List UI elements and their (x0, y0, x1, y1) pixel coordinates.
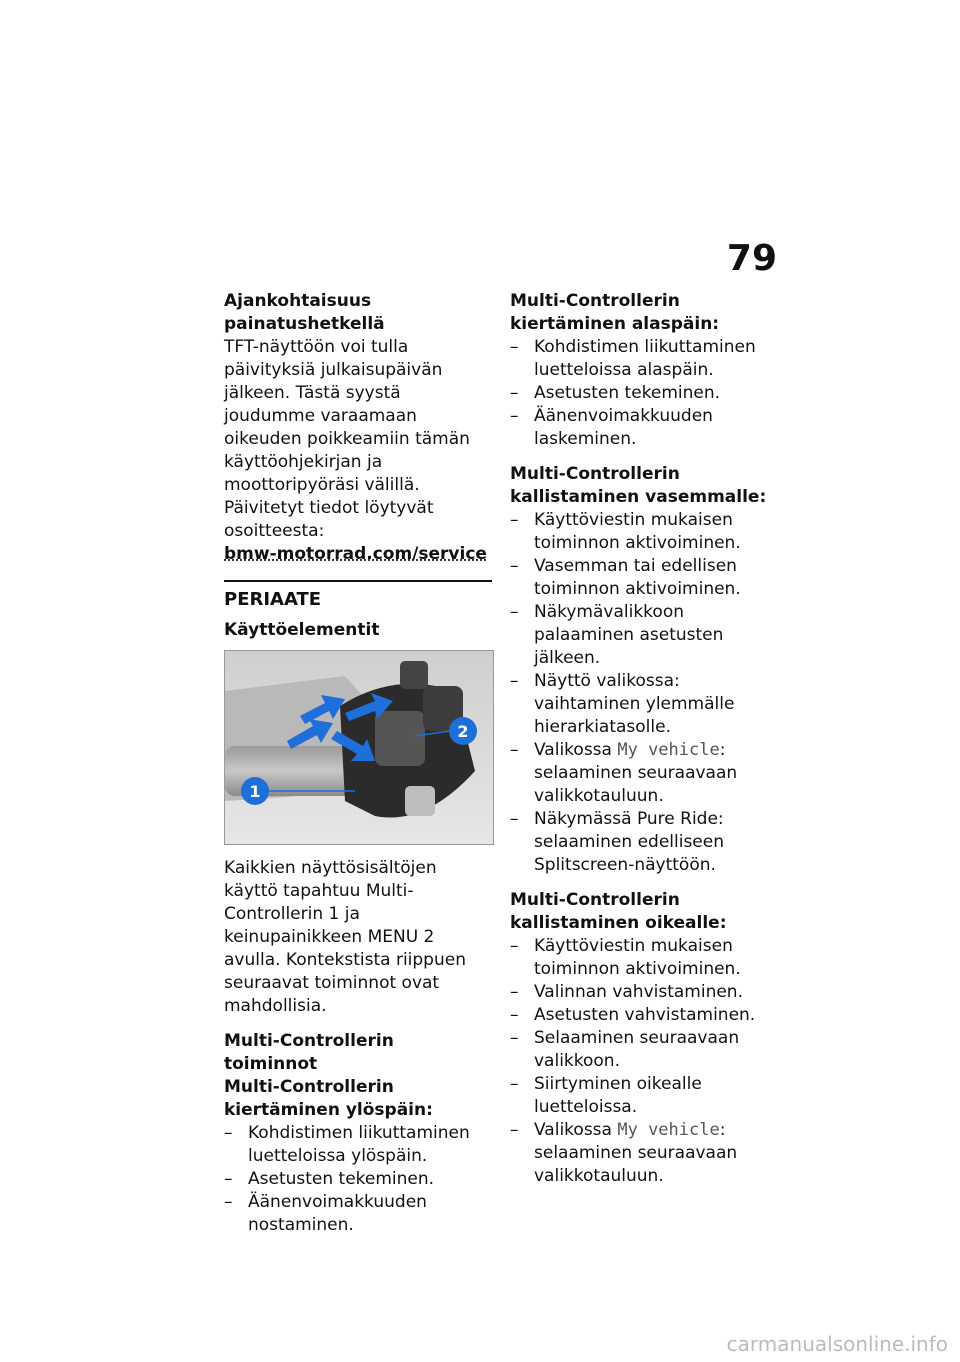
intro-text: TFT-näyttöön voi tulla päivityksiä julkaisupäivän jälkeen. Tästä syystä joudumme varaamaan oikeuden poikkeamiin tämän käyttöohjekirjan ja moottoripyöräsi välillä. Päivitetyt tiedot löytyvät osoitteesta: (224, 337, 470, 541)
right-column (510, 290, 782, 1188)
list-item-suffix: : selaaminen seuraavaan valikkotauluun. (534, 740, 738, 806)
list-item: – Käyttöviestin mukaisen toiminnon aktivoiminen. (510, 509, 782, 555)
list-item: – Äänenvoimakkuuden nostaminen. (224, 1191, 492, 1237)
list-item: – Äänenvoimakkuuden laskeminen. (510, 405, 782, 451)
up-list (224, 1122, 492, 1237)
list-item: – Selaaminen seuraavaan valikkoon. (510, 1027, 782, 1073)
right-tilt-list (510, 935, 782, 1188)
list-item: – Siirtyminen oikealle luetteloissa. (510, 1073, 782, 1119)
controls-heading: Käyttöelementit (224, 620, 380, 640)
page-number: 79 (726, 238, 777, 279)
list-item: – Näyttö valikossa: vaihtaminen ylemmälle hierarkiatasolle. (510, 670, 782, 739)
intro-heading: Ajankohtaisuus painatushetkellä (224, 291, 385, 334)
service-link[interactable]: bmw-motorrad.com/service (224, 544, 487, 564)
left-tilt-list (510, 509, 782, 877)
handlebar-controls-figure (224, 650, 494, 845)
menu-name-my-vehicle: My vehicle (617, 740, 720, 760)
list-item: – Asetusten tekeminen. (510, 382, 782, 405)
callout-label-2: 2 (457, 722, 469, 741)
list-item: – Kohdistimen liikuttaminen luetteloissa alaspäin. (510, 336, 782, 382)
watermark: carmanualsonline.info (726, 1332, 948, 1356)
menu-name-my-vehicle: My vehicle (617, 1120, 720, 1140)
functions-heading: Multi-Controllerin toiminnot (224, 1031, 394, 1074)
left-tilt-heading: Multi-Controllerin kallistaminen vasemmalle: (510, 464, 767, 507)
list-item-prefix: Valikossa (534, 1120, 618, 1140)
down-heading: Multi-Controllerin kiertäminen alaspäin: (510, 291, 720, 334)
list-item (510, 1119, 782, 1188)
list-item: – Näkymässä Pure Ride: selaaminen edelliseen Splitscreen-näyttöön. (510, 808, 782, 877)
right-tilt-heading: Multi-Controllerin kallistaminen oikealle: (510, 890, 727, 933)
list-item-suffix: : selaaminen seuraavaan valikkotauluun. (534, 1120, 738, 1186)
list-item: – Asetusten tekeminen. (224, 1168, 492, 1191)
list-item: – Käyttöviestin mukaisen toiminnon aktivoiminen. (510, 935, 782, 981)
list-item: – Valinnan vahvistaminen. (510, 981, 782, 1004)
handlebar-illustration (225, 651, 493, 844)
caption-text: Kaikkien näyttösisältöjen käyttö tapahtuu Multi-Controllerin 1 ja keinupainikkeen MENU 2 avulla. Kontekstista riippuen seuraavat toiminnot ovat mahdollisia. (224, 858, 466, 1016)
list-item (510, 739, 782, 808)
section-title: PERIAATE (224, 589, 322, 610)
up-heading: Multi-Controllerin kiertäminen ylöspäin: (224, 1077, 433, 1120)
list-item: – Vasemman tai edellisen toiminnon aktivoiminen. (510, 555, 782, 601)
section-divider (224, 580, 492, 582)
left-column (224, 290, 492, 1237)
callout-label-1: 1 (249, 782, 261, 801)
list-item: – Asetusten vahvistaminen. (510, 1004, 782, 1027)
list-item: – Kohdistimen liikuttaminen luetteloissa ylöspäin. (224, 1122, 492, 1168)
down-list (510, 336, 782, 451)
list-item: – Näkymävalikkoon palaaminen asetusten jälkeen. (510, 601, 782, 670)
list-item-prefix: Valikossa (534, 740, 618, 760)
